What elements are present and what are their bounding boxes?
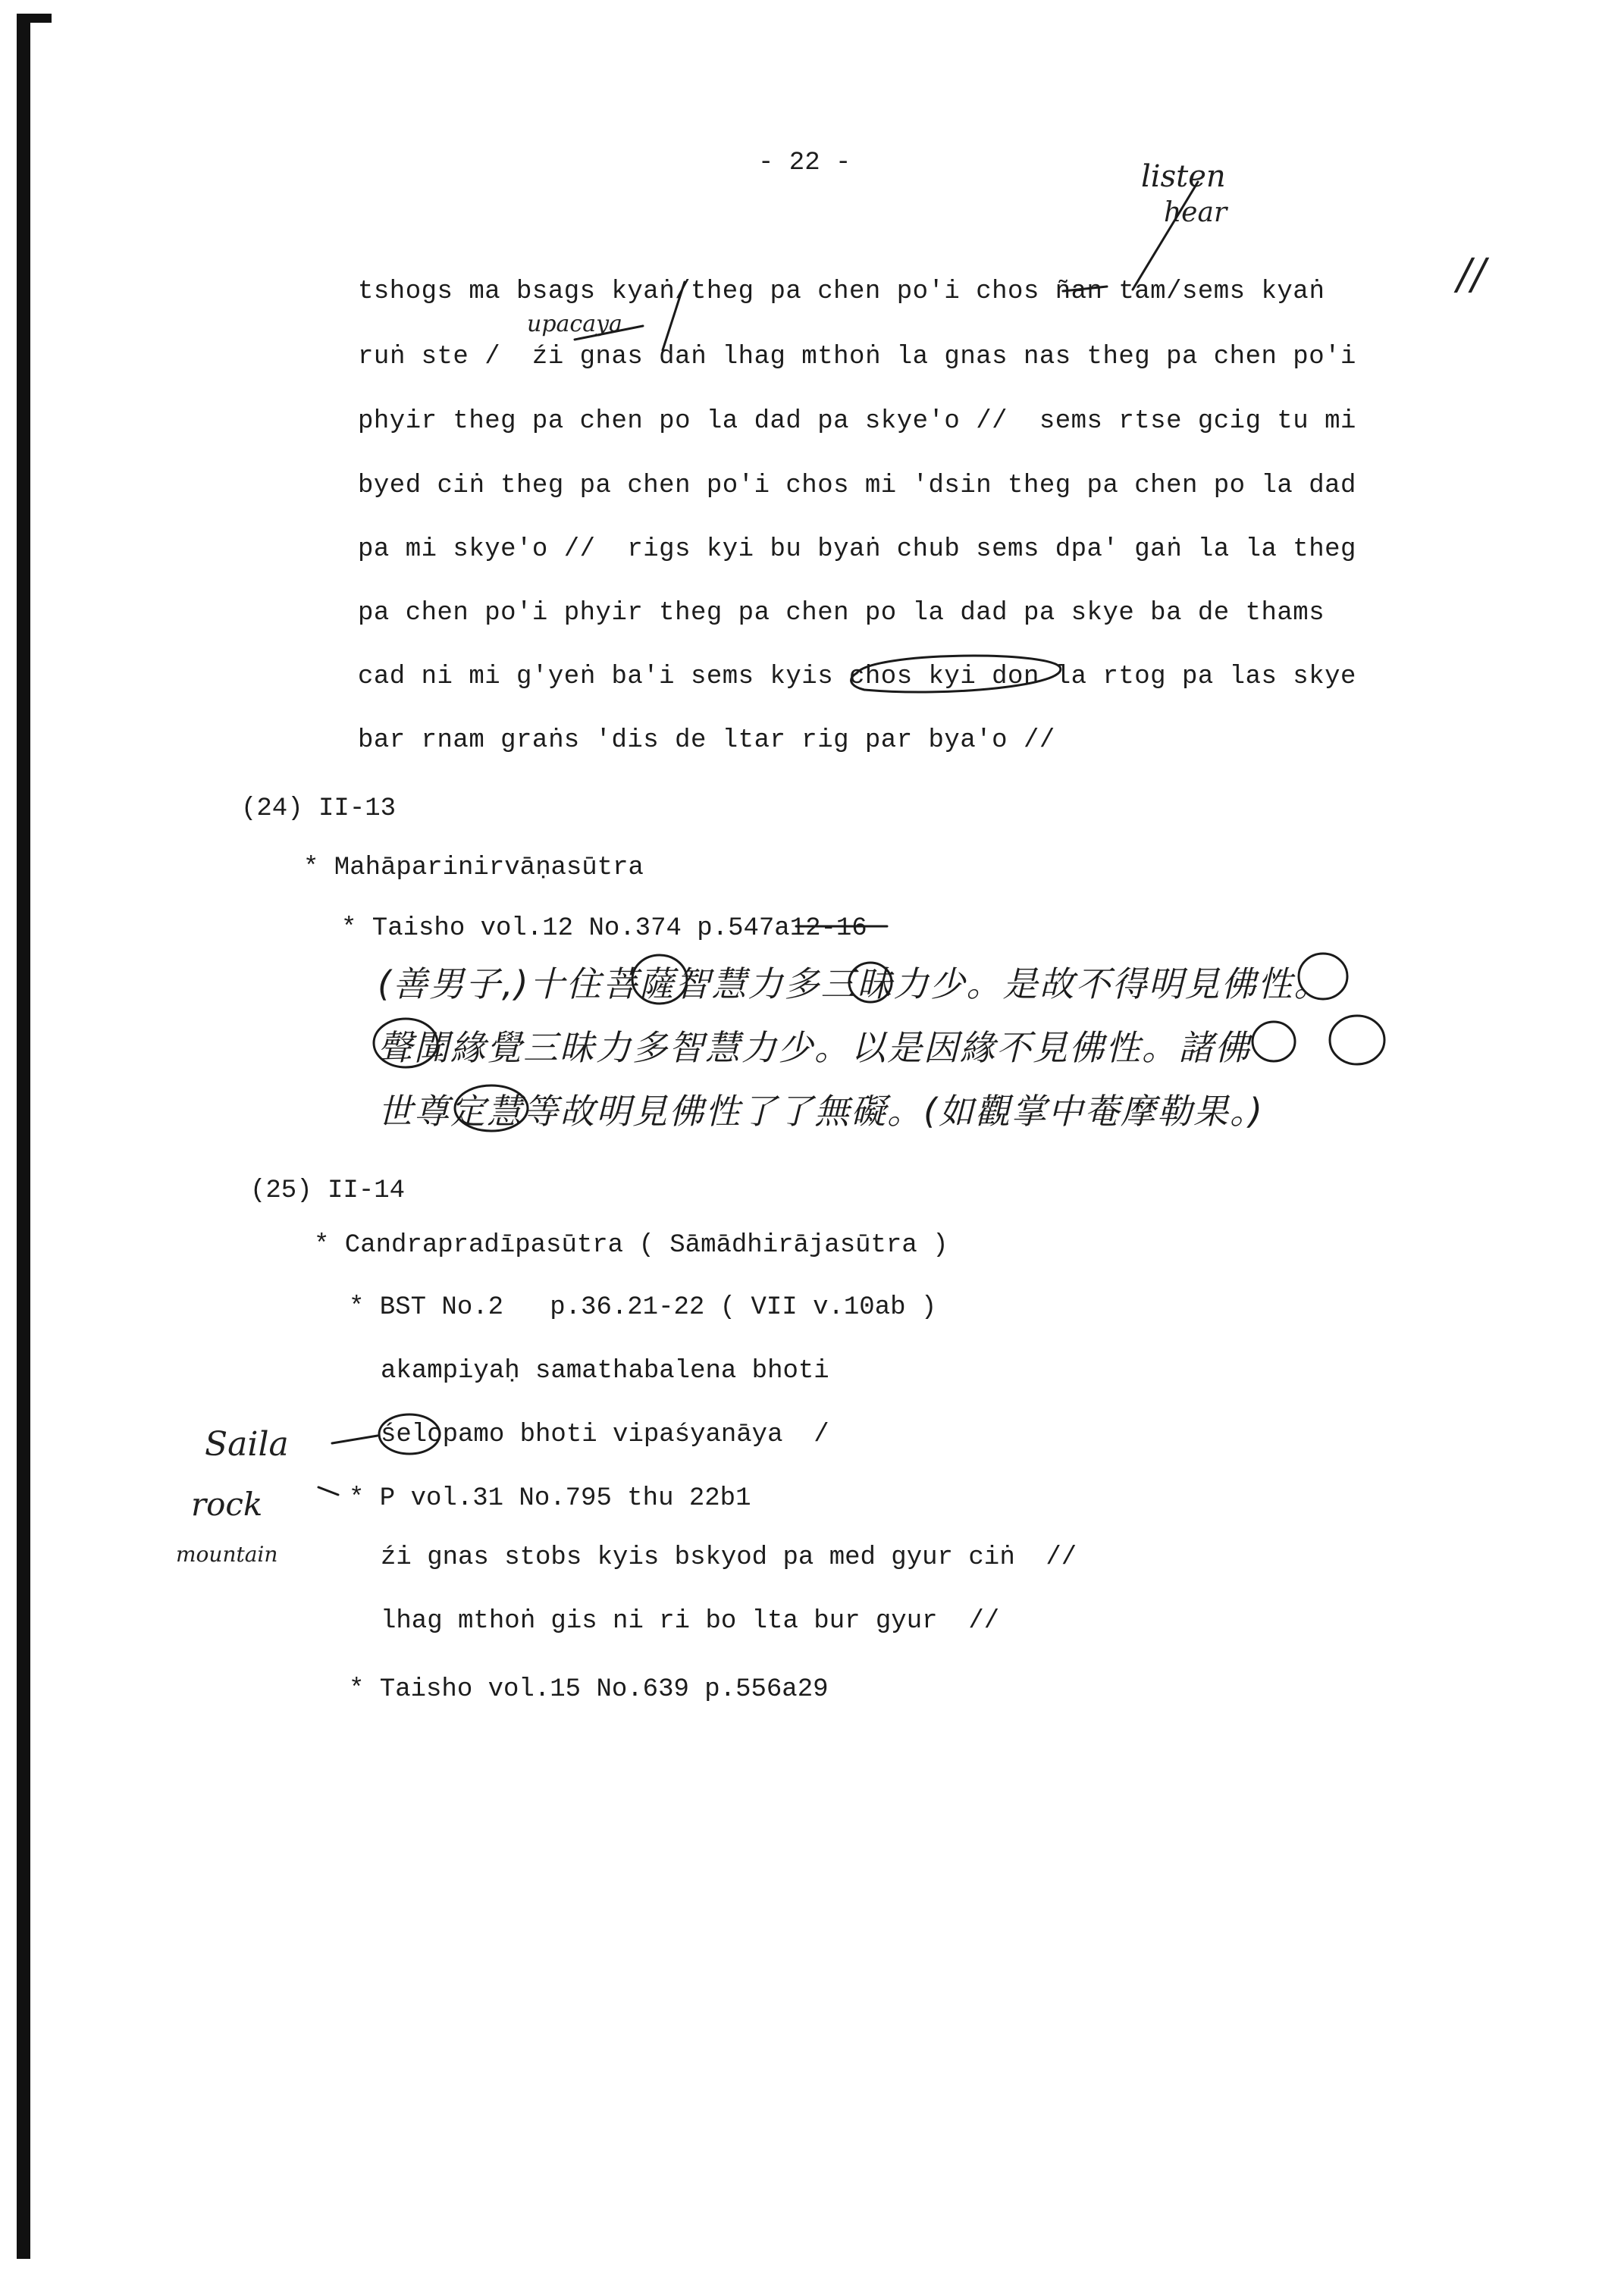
- annotation-circle: [1330, 1016, 1384, 1064]
- sutra-title-24: * Mahāparinirvāṇasūtra: [303, 854, 644, 882]
- handwritten-note-mountain: mountain: [176, 1542, 278, 1567]
- annotation-circle: [632, 955, 687, 1004]
- tibetan-line: cad ni mi g'yeṅ ba'i sems kyis chos kyi don la rtog pa las skye: [358, 662, 1356, 691]
- annotation-stroke: [575, 326, 643, 340]
- handwritten-note-hear: hear: [1164, 197, 1227, 228]
- tibetan-line: pa mi skye'o // rigs kyi bu byaṅ chub sems dpa' gaṅ la la theg: [358, 535, 1356, 564]
- tibetan-line: byed ciṅ theg pa chen po'i chos mi 'dsin theg pa chen po la dad: [358, 471, 1356, 500]
- tibetan-line: ruṅ ste / źi gnas daṅ lhag mthoṅ la gnas nas theg pa chen po'i: [358, 343, 1356, 371]
- tibetan-line: pa chen po'i phyir theg pa chen po la dad pa skye ba de thams: [358, 599, 1325, 628]
- tibetan-line: tshogs ma bsags kyaṅ/theg pa chen po'i chos ñan tam/sems kyaṅ: [358, 277, 1325, 306]
- annotation-stroke: [1133, 182, 1198, 290]
- source-reference-24: * Taisho vol.12 No.374 p.547a12-16: [341, 914, 867, 943]
- annotation-arrow: [332, 1436, 378, 1443]
- annotation-circle-selo: [379, 1414, 440, 1454]
- handwritten-note-upacaya: upacaya: [527, 311, 622, 337]
- handwritten-note-rock: rock: [191, 1486, 263, 1523]
- annotation-circle: [849, 963, 892, 1002]
- annotation-strike: [1063, 287, 1107, 291]
- sutra-title-25: * Candrapradīpasūtra ( Sāmādhirājasūtra ): [314, 1231, 948, 1260]
- sanskrit-line: śelopamo bhoti vipaśyanāya /: [381, 1421, 829, 1449]
- handwritten-chinese-line: 世尊定慧等故明見佛性了了無礙。(如觀掌中菴摩勒果。): [378, 1091, 1264, 1132]
- annotation-stroke: [663, 282, 685, 350]
- tibetan-verse-line: lhag mthoṅ gis ni ri bo lta bur gyur //: [381, 1607, 1000, 1636]
- tibetan-verse-line: źi gnas stobs kyis bskyod pa med gyur ciṅ //: [381, 1543, 1077, 1572]
- annotation-circle: [1299, 954, 1347, 999]
- page-number: - 22 -: [758, 149, 851, 177]
- section-heading-24: (24) II-13: [241, 794, 397, 823]
- handwritten-note-listen: listen: [1141, 159, 1226, 194]
- annotation-circle: [374, 1019, 437, 1067]
- handwritten-chinese-line: (善男子,)十住菩薩智慧力多三昧力少。是故不得明見佛性。: [378, 963, 1331, 1004]
- annotation-circle: [455, 1085, 528, 1131]
- source-reference-taisho: * Taisho vol.15 No.639 p.556a29: [349, 1675, 829, 1704]
- tibetan-line: bar rnam graṅs 'dis de ltar rig par bya'o //: [358, 726, 1055, 755]
- tibetan-line: phyir theg pa chen po la dad pa skye'o // sems rtse gcig tu mi: [358, 407, 1356, 436]
- margin-mark-right: //: [1457, 250, 1486, 299]
- annotation-circle: [1252, 1022, 1295, 1061]
- handwritten-note-saila: Saila: [205, 1425, 289, 1464]
- section-heading-25: (25) II-14: [250, 1176, 406, 1205]
- sanskrit-line: akampiyaḥ samathabalena bhoti: [381, 1357, 829, 1386]
- handwritten-chinese-line: 聲聞緣覺三昧力多智慧力少。以是因緣不見佛性。諸佛: [378, 1027, 1251, 1068]
- source-reference-p: * P vol.31 No.795 thu 22b1: [349, 1484, 751, 1513]
- annotation-circle-chos-kyi-don: [851, 656, 1061, 692]
- annotation-stroke: [318, 1487, 338, 1495]
- source-reference-bst: * BST No.2 p.36.21-22 ( VII v.10ab ): [349, 1293, 937, 1322]
